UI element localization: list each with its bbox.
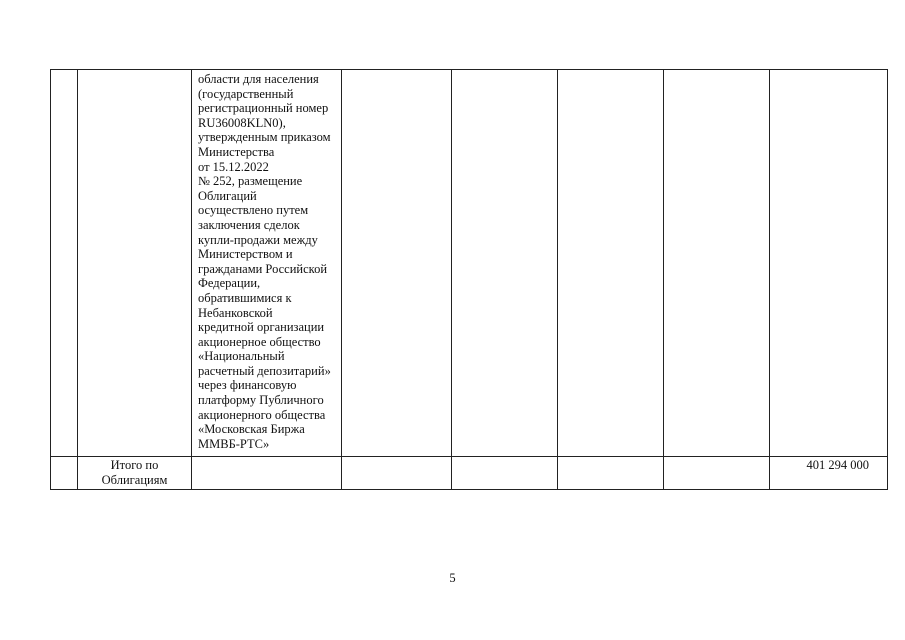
total-label-line: Облигациям bbox=[101, 472, 168, 487]
description-line: «Национальный bbox=[198, 349, 285, 364]
description-line: платформу Публичного bbox=[198, 393, 324, 408]
table-cell-empty bbox=[452, 457, 558, 490]
description-line: «Московская Биржа bbox=[198, 422, 305, 437]
page-number: 5 bbox=[449, 571, 456, 585]
description-line: купли-продажи между bbox=[198, 232, 318, 247]
table-cell-empty bbox=[342, 70, 452, 457]
total-row bbox=[51, 457, 888, 490]
description-line: Министерством и bbox=[198, 247, 293, 262]
total-label bbox=[78, 457, 192, 490]
description-line: № 252, размещение bbox=[198, 174, 303, 189]
description-line: ММВБ-РТС» bbox=[198, 436, 270, 451]
table-cell-empty bbox=[558, 70, 664, 457]
table-cell-name bbox=[78, 70, 192, 457]
description-line: Облигаций bbox=[198, 188, 257, 203]
description-line: RU36008KLN0), bbox=[198, 115, 286, 130]
table-cell-number bbox=[51, 70, 78, 457]
table-cell-empty bbox=[452, 70, 558, 457]
description-line: Небанковской bbox=[198, 305, 273, 320]
description-line: (государственный bbox=[198, 86, 294, 101]
table-cell-empty bbox=[192, 457, 342, 490]
table-cell-empty bbox=[342, 457, 452, 490]
table-cell-description bbox=[192, 70, 342, 457]
description-line: регистрационный номер bbox=[198, 101, 329, 116]
description-line: заключения сделок bbox=[198, 217, 300, 232]
description-line: Федерации, bbox=[198, 276, 261, 291]
bonds-table bbox=[50, 69, 888, 490]
total-label-line: Итого по bbox=[110, 458, 159, 472]
description-line: кредитной организации bbox=[198, 320, 325, 335]
description-line: акционерное общество bbox=[198, 334, 321, 349]
table-row bbox=[51, 70, 888, 457]
table-cell-empty bbox=[664, 457, 770, 490]
description-line: области для населения bbox=[198, 72, 319, 86]
description-line: через финансовую bbox=[198, 378, 297, 393]
table-cell-empty bbox=[558, 457, 664, 490]
description-line: осуществлено путем bbox=[198, 203, 309, 218]
description-line: акционерного общества bbox=[198, 407, 326, 422]
description-line: обратившимися к bbox=[198, 290, 292, 305]
description-line: Министерства bbox=[198, 144, 275, 159]
description-line: от 15.12.2022 bbox=[198, 159, 269, 174]
table-cell-empty bbox=[770, 70, 888, 457]
table-cell-number bbox=[51, 457, 78, 490]
description-line: утвержденным приказом bbox=[198, 130, 331, 145]
table-cell-empty bbox=[664, 70, 770, 457]
total-value: 401 294 000 bbox=[770, 457, 888, 490]
description-line: гражданами Российской bbox=[198, 261, 328, 276]
description-line: расчетный депозитарий» bbox=[198, 363, 331, 378]
